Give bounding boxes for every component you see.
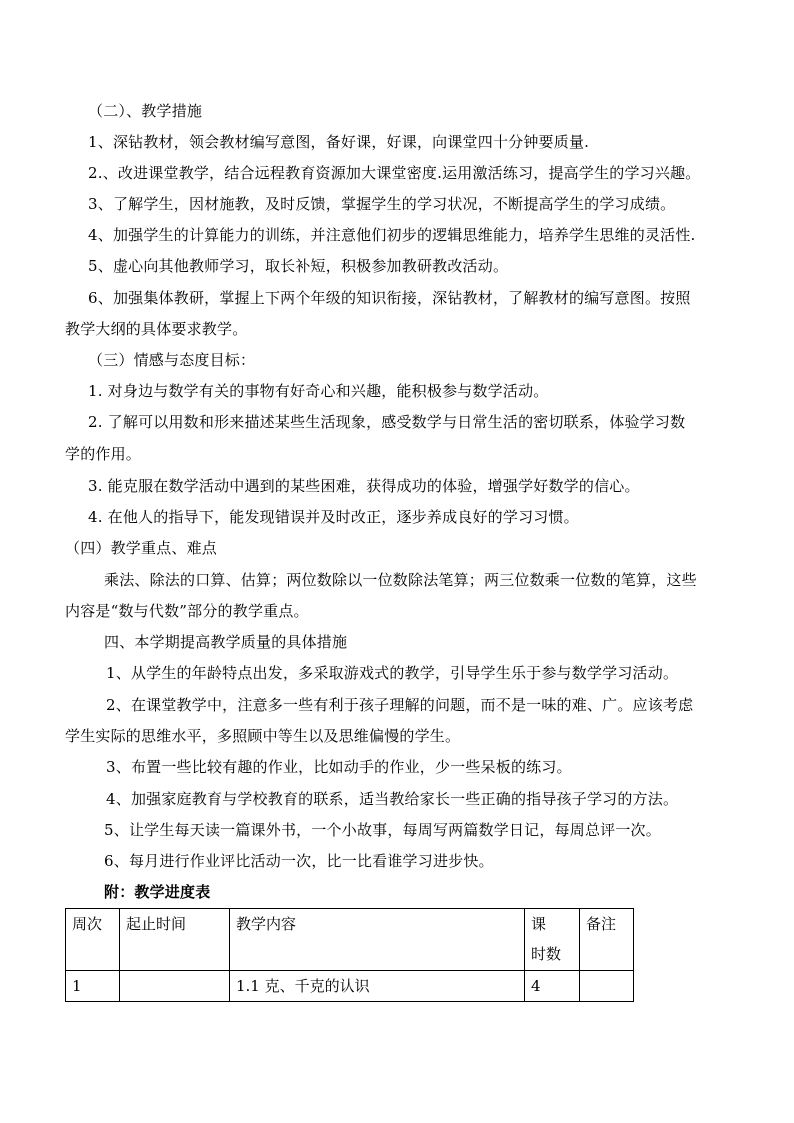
paragraph-line: 学生实际的思维水平，多照顾中等生以及思维偏慢的学生。 [65,727,461,745]
table-cell: 1 [66,971,120,1002]
paragraph-line: 4. 在他人的指导下，能发现错误并及时改正，逐步养成良好的学习习惯。 [88,508,579,526]
table-header-row [66,909,634,971]
header-cell-notes: 备注 [580,909,634,971]
table-cell: 1.1 克、千克的认识 [230,971,525,1002]
paragraph-line: 学的作用。 [65,445,142,463]
paragraph-line: 4、加强学生的计算能力的训练，并注意他们初步的逻辑思维能力，培养学生思维的灵活性. [88,226,696,244]
paragraph-line: 3、了解学生，因材施教，及时反馈，掌握学生的学习状况，不断提高学生的学习成绩。 [88,195,676,213]
section-heading: （四）教学重点、难点 [65,539,218,557]
paragraph-line: 2、在课堂教学中，注意多一些有利于孩子理解的问题，而不是一味的难、广。应该考虑 [106,696,694,714]
table-cell [120,971,230,1002]
table-cell [580,971,634,1002]
header-cell-content: 教学内容 [230,909,525,971]
header-cell-week: 周次 [66,909,120,971]
appendix-title: 附：教学进度表 [104,883,211,901]
paragraph-line: 4、加强家庭教育与学校教育的联系，适当教给家长一些正确的指导孩子学习的方法。 [106,790,679,808]
paragraph-line: 3. 能克服在数学活动中遇到的某些困难，获得成功的体验，增强学好数学的信心。 [88,477,640,495]
header-cell-dates: 起止时间 [120,909,230,971]
paragraph-line: 5、虚心向其他教师学习，取长补短，积极参加教研教改活动。 [88,257,509,275]
paragraph-line: 内容是“数与代数”部分的教学重点。 [65,602,309,620]
paragraph-line: 3、布置一些比较有趣的作业，比如动手的作业，少一些呆板的练习。 [106,758,572,776]
paragraph-line: 6、每月进行作业评比活动一次，比一比看谁学习进步快。 [104,852,494,870]
section-heading: （三）情感与态度目标： [88,351,256,369]
paragraph-line: 2.、改进课堂教学，结合远程教育资源加大课堂密度.运用激活练习，提高学生的学习兴趣。 [88,164,701,182]
table-row [66,971,634,1002]
header-cell-hours: 课 时数 [525,909,580,971]
schedule-table [65,908,634,1002]
paragraph-line: 乘法、除法的口算、估算；两位数除以一位数除法笔算；两三位数乘一位数的笔算，这些 [104,571,697,589]
paragraph-line: 1. 对身边与数学有关的事物有好奇心和兴趣，能积极参与数学活动。 [88,382,549,400]
paragraph-line: 1、深钻教材，领会教材编写意图，备好课，好课，向课堂四十分钟要质量. [88,133,590,151]
paragraph-line: 6、加强集体教研，掌握上下两个年级的知识衔接，深钻教材，了解教材的编写意图。按照 [88,289,691,307]
paragraph-line: 1、从学生的年龄特点出发，多采取游戏式的教学，引导学生乐于参与数学学习活动。 [106,664,679,682]
table-cell: 4 [525,971,580,1002]
paragraph-line: 2. 了解可以用数和形来描述某些生活现象，感受数学与日常生活的密切联系，体验学习数 [88,413,686,431]
paragraph-line: 教学大纲的具体要求教学。 [65,320,248,338]
section-heading: （二）、教学措施 [88,102,203,120]
paragraph-line: 5、让学生每天读一篇课外书，一个小故事，每周写两篇数学日记，每周总评一次。 [104,821,661,839]
section-heading: 四、本学期提高教学质量的具体措施 [104,633,348,651]
